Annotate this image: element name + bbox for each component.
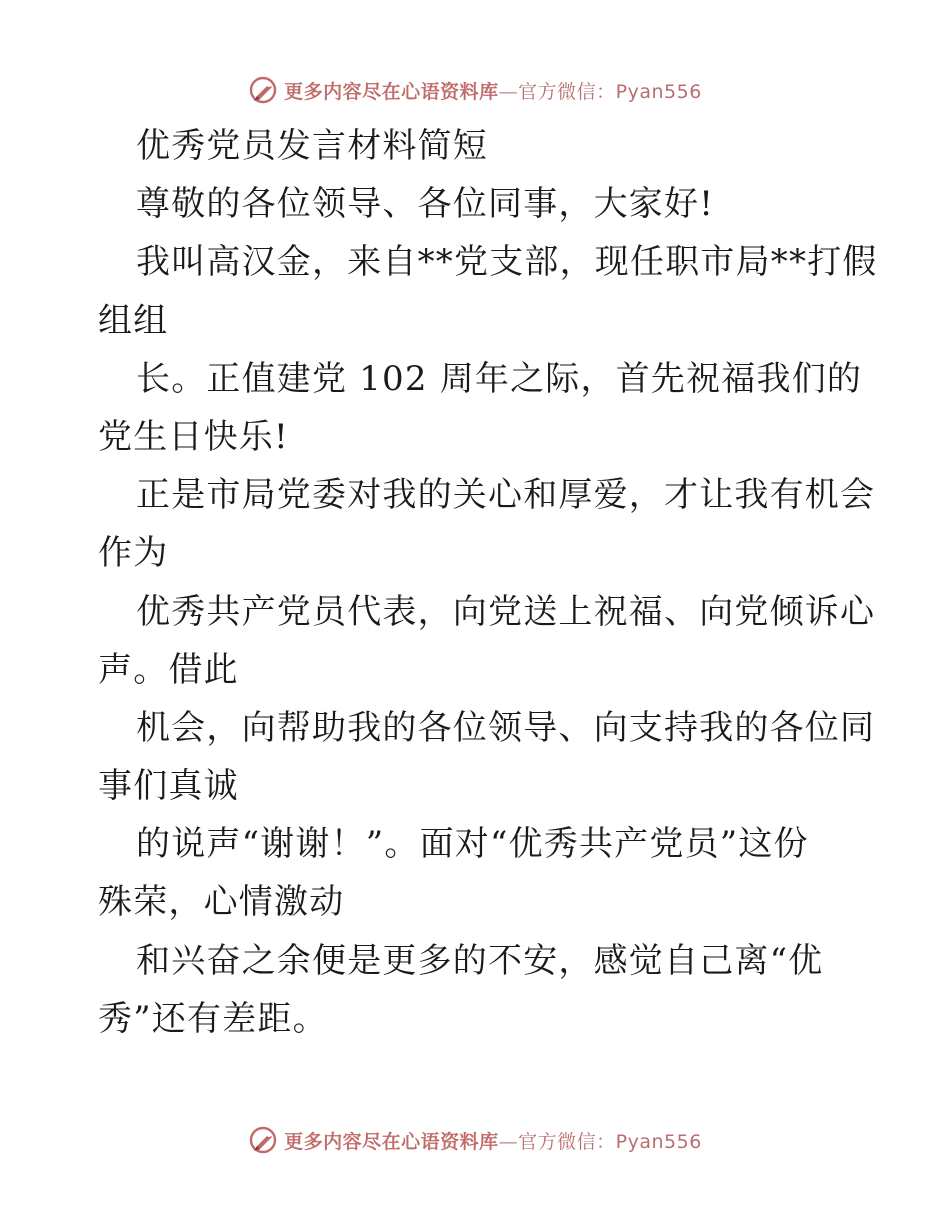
paragraph-line: 秀”还有差距。 <box>98 998 328 1039</box>
paragraph-line: 我叫高汉金，来自**党支部，现任职市局**打假 <box>136 242 878 283</box>
watermark-wechat-text: 官方微信：Pyan556 <box>518 80 702 103</box>
watermark-header <box>0 72 950 108</box>
paragraph-line: 党生日快乐! <box>98 416 289 457</box>
paragraph-line: 和兴奋之余便是更多的不安，感觉自己离“优 <box>136 940 824 981</box>
paragraph-line: 的说声“谢谢！”。面对“优秀共产党员”这份 <box>136 824 809 865</box>
pen-logo-icon <box>248 75 278 105</box>
paragraph-line: 殊荣，心情激动 <box>98 882 345 923</box>
document-title: 优秀党员发言材料简短 <box>136 126 488 166</box>
watermark-text <box>284 77 702 104</box>
paragraph-line: 组组 <box>98 300 169 341</box>
paragraph-line: 长。正值建党 102 周年之际，首先祝福我们的 <box>136 358 863 399</box>
watermark-text <box>284 1127 702 1154</box>
watermark-wechat-text: 官方微信：Pyan556 <box>518 1130 702 1153</box>
paragraph-line: 声。借此 <box>98 649 239 690</box>
paragraph-line: 优秀共产党员代表，向党送上祝福、向党倾诉心 <box>136 591 876 632</box>
watermark-site-text: 更多内容尽在心语资料库 <box>284 1130 499 1153</box>
paragraph-line: 尊敬的各位领导、各位同事，大家好! <box>136 184 715 225</box>
watermark-separator: — <box>498 1130 519 1153</box>
paragraph-line: 机会，向帮助我的各位领导、向支持我的各位同 <box>136 707 876 748</box>
document-body <box>98 117 878 1048</box>
paragraph-line: 作为 <box>98 533 169 574</box>
watermark-footer <box>0 1122 950 1158</box>
paragraph-line: 正是市局党委对我的关心和厚爱，才让我有机会 <box>136 475 876 516</box>
paragraph-line: 事们真诚 <box>98 766 239 807</box>
watermark-separator: — <box>498 80 519 103</box>
watermark-site-text: 更多内容尽在心语资料库 <box>284 80 499 103</box>
pen-logo-icon <box>248 1125 278 1155</box>
